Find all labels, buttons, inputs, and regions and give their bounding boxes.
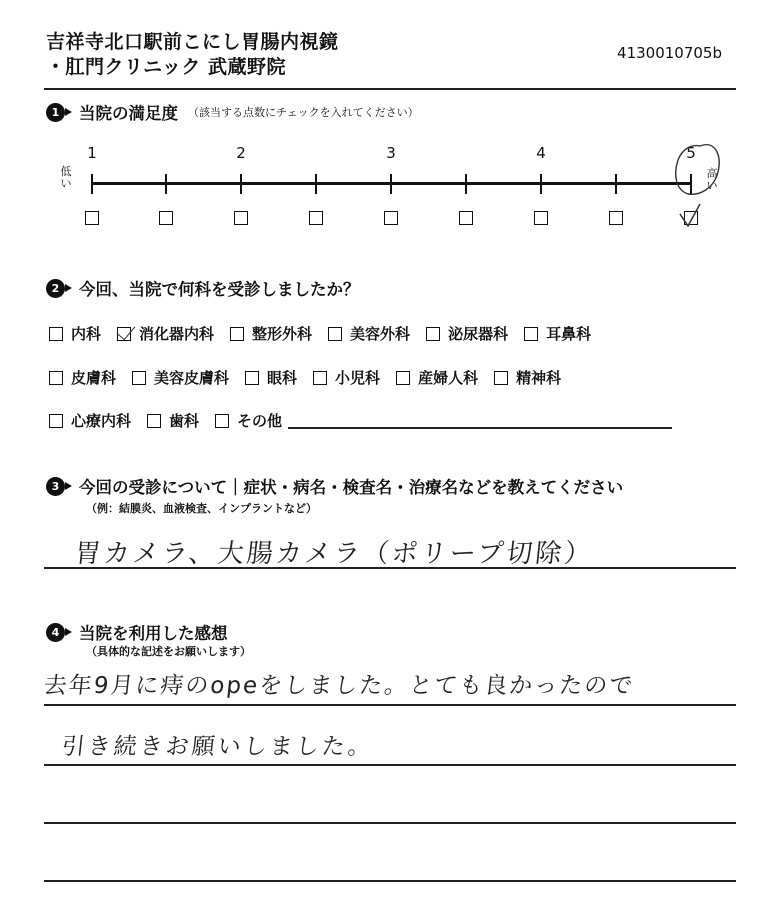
option-label: 美容外科 <box>350 325 411 343</box>
option-sanfujinka[interactable] <box>396 367 478 388</box>
option-label: 精神科 <box>516 369 562 387</box>
scale-number-1: 1 <box>87 144 97 162</box>
q1-number-badge: 1 <box>46 103 65 122</box>
option-label: 整形外科 <box>252 325 313 343</box>
q4-title: 当院を利用した感想 <box>79 624 228 643</box>
check-mark-5 <box>680 204 700 226</box>
option-label: 心療内科 <box>71 412 132 430</box>
checkbox[interactable] <box>49 371 63 385</box>
q4-answer-line-3 <box>44 822 736 824</box>
q4-answer-line-2 <box>44 764 736 766</box>
checkbox[interactable] <box>230 327 244 341</box>
option-label: 歯科 <box>169 412 200 430</box>
q3-handwritten-answer: 胃カメラ、大腸カメラ（ポリープ切除） <box>73 539 595 569</box>
q3-number-badge: 3 <box>46 477 65 496</box>
department-row-1 <box>49 323 607 344</box>
q4-note: （具体的な記述をお願いします） <box>86 645 251 658</box>
q1-note: （該当する点数にチェックを入れてください） <box>188 106 419 119</box>
q3-answer-line <box>44 567 736 569</box>
option-sonota[interactable] <box>215 410 282 431</box>
option-shonika[interactable] <box>313 367 380 388</box>
other-fill-in-line[interactable] <box>288 413 672 429</box>
q3-heading <box>46 474 623 498</box>
checkbox[interactable] <box>426 327 440 341</box>
option-label: 皮膚科 <box>71 369 117 387</box>
option-label: 美容皮膚科 <box>154 369 230 387</box>
checkbox[interactable] <box>49 327 63 341</box>
department-row-2 <box>49 367 577 388</box>
clinic-name-line1: 吉祥寺北口駅前こにし胃腸内視鏡 <box>46 31 339 53</box>
option-biyouhifuka[interactable] <box>132 367 229 388</box>
checkbox[interactable] <box>313 371 327 385</box>
option-label: その他 <box>237 412 283 430</box>
option-seishinka[interactable] <box>494 367 561 388</box>
clinic-name-line2: ・肛門クリニック 武蔵野院 <box>46 56 286 78</box>
checkbox[interactable] <box>147 414 161 428</box>
circle-around-5-mark <box>676 145 719 195</box>
option-shinryounaika[interactable] <box>49 410 131 431</box>
q3-title: 今回の受診について｜症状・病名・検査名・治療名などを教えてください <box>79 478 624 497</box>
option-shokakinaika[interactable] <box>117 323 214 344</box>
option-seikeigeka[interactable] <box>230 323 312 344</box>
option-jibika[interactable] <box>524 323 591 344</box>
option-naika[interactable] <box>49 323 101 344</box>
q3-example: （例：結膜炎、血液検査、インプラントなど） <box>86 502 317 515</box>
q2-heading <box>46 276 360 300</box>
scale-number-3: 3 <box>386 144 396 162</box>
option-hifuka[interactable] <box>49 367 116 388</box>
checkbox[interactable] <box>328 327 342 341</box>
checkbox[interactable] <box>245 371 259 385</box>
document-id: 4130010705b <box>617 44 722 62</box>
checkbox[interactable] <box>524 327 538 341</box>
checkbox[interactable] <box>49 414 63 428</box>
q4-heading <box>46 620 228 644</box>
scale-number-5: 5 <box>686 144 696 162</box>
checkbox[interactable] <box>132 371 146 385</box>
checkbox[interactable] <box>215 414 229 428</box>
checkbox[interactable] <box>396 371 410 385</box>
scale-number-4: 4 <box>536 144 546 162</box>
scale-number-2: 2 <box>236 144 246 162</box>
option-label: 泌尿器科 <box>448 325 509 343</box>
q2-number-badge: 2 <box>46 279 65 298</box>
option-label: 耳鼻科 <box>546 325 592 343</box>
checkbox-checked[interactable] <box>117 327 131 341</box>
option-label: 眼科 <box>267 369 298 387</box>
q4-number-badge: 4 <box>46 623 65 642</box>
option-label: 内科 <box>71 325 102 343</box>
option-shika[interactable] <box>147 410 199 431</box>
q4-answer-line-4 <box>44 880 736 882</box>
q4-answer-line-1 <box>44 704 736 706</box>
option-ganka[interactable] <box>245 367 297 388</box>
option-label: 産婦人科 <box>418 369 479 387</box>
q4-handwritten-answer-line1: 去年9月に痔のopeをしました。とても良かったので <box>42 673 636 699</box>
option-hinyoukika[interactable] <box>426 323 508 344</box>
scale-low-label: 低い <box>60 165 72 190</box>
option-label: 消化器内科 <box>139 325 215 343</box>
checkbox[interactable] <box>494 371 508 385</box>
q4-handwritten-answer-line2: 引き続きお願いしました。 <box>60 734 376 760</box>
scale-high-label: 高い <box>706 167 718 192</box>
option-biyougeka[interactable] <box>328 323 410 344</box>
department-row-3 <box>49 410 672 431</box>
option-label: 小児科 <box>335 369 381 387</box>
q2-title: 今回、当院で何科を受診しましたか？ <box>79 280 360 299</box>
q1-title: 当院の満足度 <box>79 104 178 123</box>
